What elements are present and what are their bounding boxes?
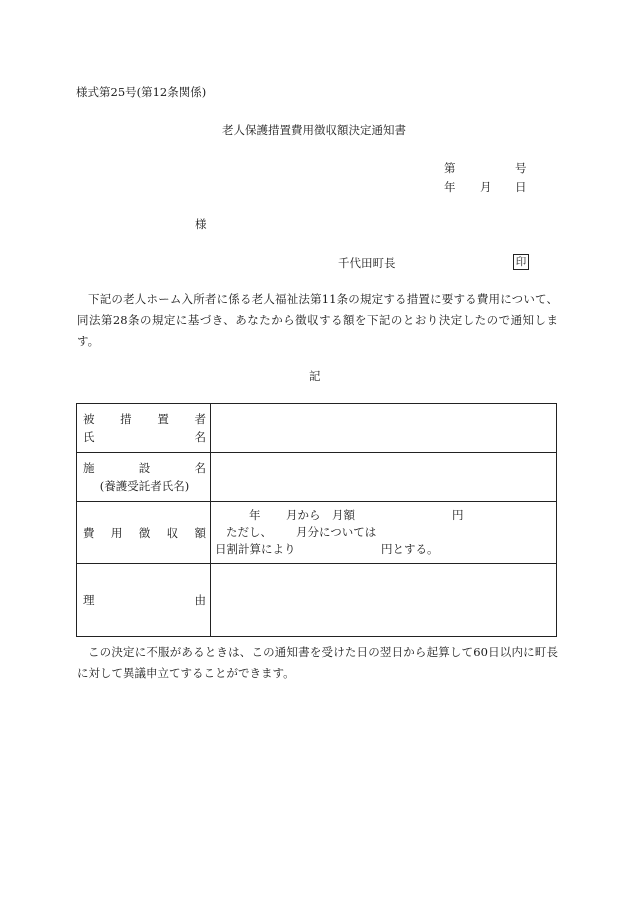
fee-value-cell[interactable]	[211, 502, 557, 564]
label-char: 者	[194, 412, 206, 426]
footer-paragraph: この決定に不服があるときは、この通知書を受けた日の翌日から起算して60日以内に町長に対して異議申立てすることができます。	[77, 645, 558, 680]
label-char: 措	[120, 412, 132, 426]
label-char: 用	[110, 525, 123, 540]
label-char: 氏	[83, 430, 95, 444]
reason-label-cell	[77, 564, 211, 637]
facility-sub-label: (養護受託者氏名)	[99, 479, 190, 493]
person-label-line1	[83, 410, 206, 428]
row-person	[77, 404, 557, 453]
fee-daily: 日割計算により	[215, 542, 296, 556]
fee-daily-yen: 円とする。	[381, 542, 439, 556]
ki-heading: 記	[309, 369, 321, 383]
facility-label-line1	[83, 459, 206, 477]
label-char: 徴	[138, 525, 151, 540]
ref-dai: 第	[444, 161, 456, 175]
reason-label-line	[83, 591, 206, 609]
person-value-cell[interactable]	[211, 404, 557, 453]
label-char: 額	[194, 525, 206, 540]
document-title: 老人保護措置費用徴収額決定通知書	[222, 123, 406, 137]
label-char: 名	[194, 430, 206, 444]
label-char: 収	[166, 525, 179, 540]
label-char: 費	[83, 525, 95, 540]
fee-month-part: 月分については	[296, 525, 377, 539]
body-paragraph: 下記の老人ホーム入所者に係る老人福祉法第11条の規定する措置に要する費用について、同法第28条の規定に基づき、あなたから徴収する額を下記のとおり決定したので通知します。	[77, 292, 558, 348]
label-char: 設	[138, 461, 151, 475]
fee-from: 月から 月額	[286, 508, 355, 522]
reason-value-cell[interactable]	[211, 564, 557, 637]
fee-label-cell	[77, 502, 211, 564]
seal-mark: 印	[513, 254, 529, 270]
label-char: 施	[83, 461, 95, 475]
person-label-line2	[83, 428, 206, 446]
ref-go: 号	[515, 161, 527, 175]
label-char: 由	[194, 593, 206, 607]
person-label-cell	[77, 404, 211, 453]
notice-table	[76, 403, 557, 637]
date-year: 年	[444, 180, 456, 194]
date-day: 日	[515, 180, 527, 194]
fee-year: 年	[249, 508, 261, 522]
label-char: 被	[83, 412, 95, 426]
form-number: 様式第25号(第12条関係)	[76, 85, 207, 99]
fee-yen: 円	[452, 508, 464, 522]
row-reason	[77, 564, 557, 637]
label-char: 名	[194, 461, 206, 475]
row-fee	[77, 502, 557, 564]
issuer-name: 千代田町長	[338, 256, 396, 270]
label-char: 置	[157, 412, 169, 426]
facility-label-cell	[77, 453, 211, 502]
recipient-suffix: 様	[195, 217, 207, 231]
facility-value-cell[interactable]	[211, 453, 557, 502]
fee-however: ただし、	[226, 525, 272, 539]
fee-label-line	[83, 524, 206, 542]
row-facility	[77, 453, 557, 502]
label-char: 理	[83, 593, 95, 607]
date-month: 月	[480, 180, 492, 194]
